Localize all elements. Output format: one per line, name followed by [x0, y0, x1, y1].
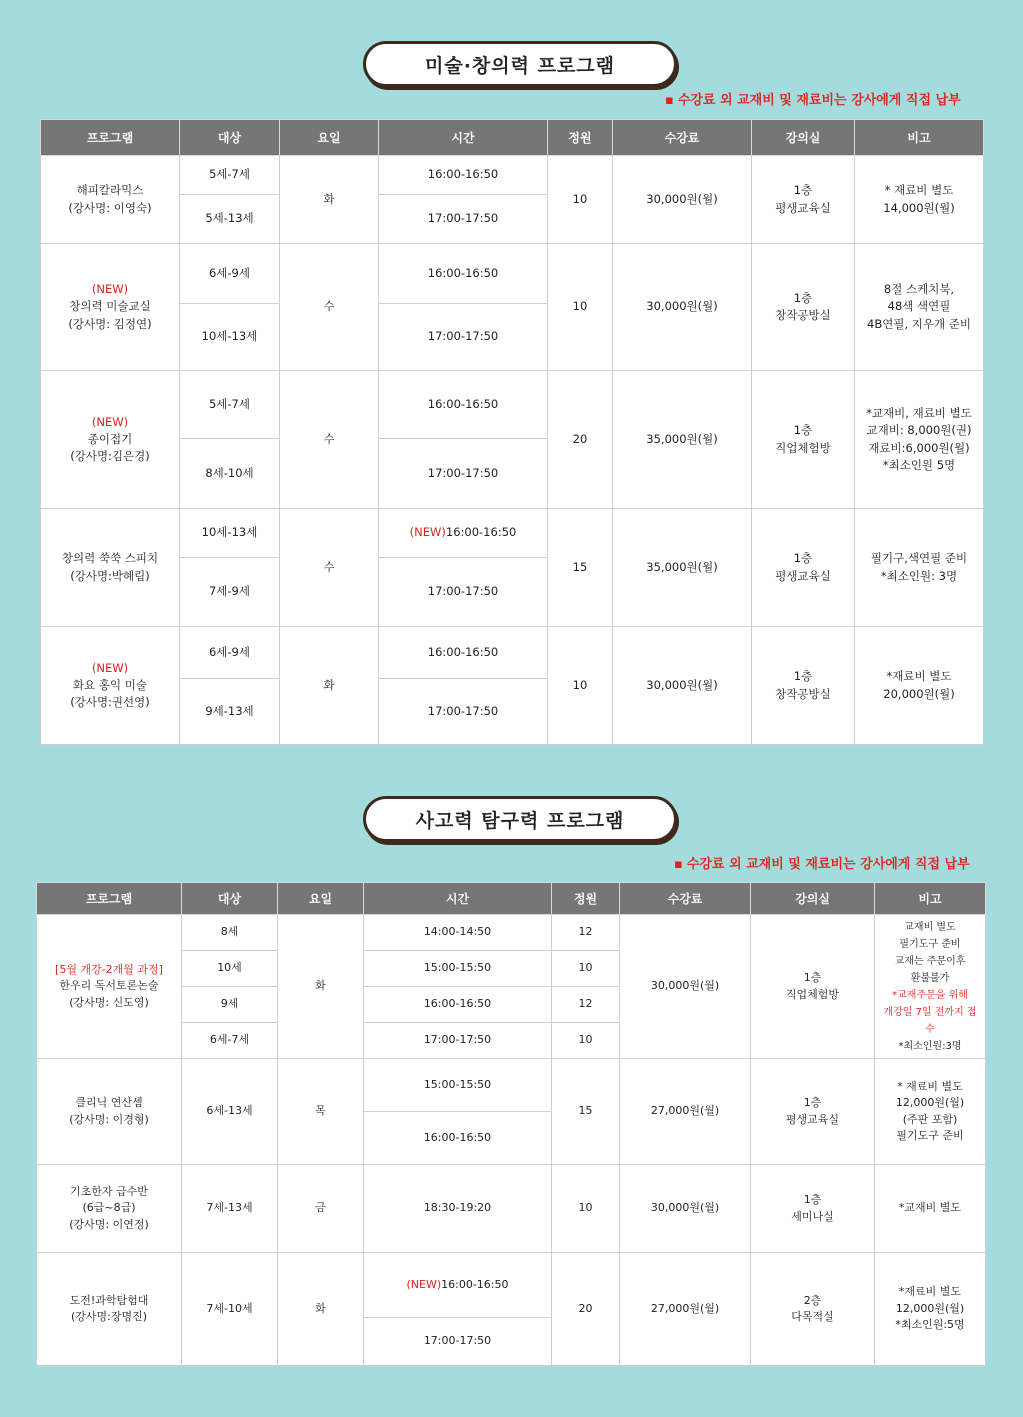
fee-cell: 35,000원(월)	[613, 371, 752, 509]
table-row	[41, 156, 984, 195]
time-cell: 15:00-15:50	[364, 1059, 552, 1112]
day-cell: 수	[280, 244, 379, 371]
header-notes: 비고	[875, 883, 986, 915]
target-cell: 6세-13세	[182, 1059, 278, 1165]
target-cell: 6세-9세	[180, 244, 280, 304]
time-cell: 15:00-15:50	[364, 951, 552, 987]
header-capacity: 정원	[548, 120, 613, 156]
program-cell: 창의력 쑥쑥 스피치 (강사명:박혜림)	[41, 509, 180, 627]
table-row	[41, 244, 984, 304]
fee-cell: 30,000원(월)	[613, 627, 752, 745]
section1-title: 미술·창의력 프로그램	[363, 41, 677, 87]
capacity-cell: 10	[552, 951, 620, 987]
header-room: 강의실	[752, 120, 855, 156]
target-cell: 7세-10세	[182, 1253, 278, 1366]
time-cell: 16:00-16:50	[364, 987, 552, 1023]
header-notes: 비고	[855, 120, 984, 156]
fee-cell: 30,000원(월)	[613, 156, 752, 244]
table-row	[41, 627, 984, 679]
target-cell: 10세	[182, 951, 278, 987]
program-cell: (NEW) 화요 홍익 미술 (강사명:권선영)	[41, 627, 180, 745]
section2-note: ▪ 수강료 외 교재비 및 재료비는 강사에게 직접 납부	[674, 857, 970, 872]
table-header-row	[37, 883, 986, 915]
time-cell: 16:00-16:50	[364, 1112, 552, 1165]
table-row	[37, 915, 986, 951]
notes-cell: 필기구,색연필 준비 *최소인원: 3명	[855, 509, 984, 627]
time-cell: 17:00-17:50	[364, 1318, 552, 1366]
target-cell: 6세-9세	[180, 627, 280, 679]
table-row	[41, 371, 984, 439]
capacity-cell: 15	[548, 509, 613, 627]
program-cell: [5월 개강-2개월 과정] 한우리 독서토론논술 (강사명: 신도영)	[37, 915, 182, 1059]
capacity-cell: 12	[552, 915, 620, 951]
time-cell: 17:00-17:50	[379, 439, 548, 509]
table-row	[37, 1253, 986, 1318]
target-cell: 7세-13세	[182, 1165, 278, 1253]
time-cell: (NEW)16:00-16:50	[379, 509, 548, 558]
program-cell: 해피칼라믹스 (강사명: 이영숙)	[41, 156, 180, 244]
capacity-cell: 20	[552, 1253, 620, 1366]
target-cell: 8세	[182, 915, 278, 951]
target-cell: 5세-7세	[180, 371, 280, 439]
fee-cell: 30,000원(월)	[620, 915, 751, 1059]
header-target: 대상	[182, 883, 278, 915]
header-time: 시간	[379, 120, 548, 156]
room-cell: 1층 창작공방실	[752, 627, 855, 745]
target-cell: 9세	[182, 987, 278, 1023]
day-cell: 화	[280, 156, 379, 244]
capacity-cell: 15	[552, 1059, 620, 1165]
room-cell: 1층 직업체험방	[752, 371, 855, 509]
capacity-cell: 10	[548, 627, 613, 745]
capacity-cell: 12	[552, 987, 620, 1023]
fee-cell: 30,000원(월)	[613, 244, 752, 371]
fee-cell: 27,000원(월)	[620, 1253, 751, 1366]
header-target: 대상	[180, 120, 280, 156]
header-day: 요일	[278, 883, 364, 915]
room-cell: 1층 세미나실	[751, 1165, 875, 1253]
time-cell: 17:00-17:50	[364, 1023, 552, 1059]
capacity-cell: 10	[548, 156, 613, 244]
header-time: 시간	[364, 883, 552, 915]
time-cell: 16:00-16:50	[379, 156, 548, 195]
notes-cell: * 재료비 별도 14,000원(월)	[855, 156, 984, 244]
time-cell: 14:00-14:50	[364, 915, 552, 951]
program-cell: 클리닉 연산셈 (강사명: 이경형)	[37, 1059, 182, 1165]
room-cell: 1층 직업체험방	[751, 915, 875, 1059]
target-cell: 7세-9세	[180, 558, 280, 627]
header-program: 프로그램	[41, 120, 180, 156]
day-cell: 수	[280, 509, 379, 627]
notes-cell: 교재비 별도 필기도구 준비 교재는 주문이후 환불불가 *교재주문을 위해 개강일 7일 전까지 접수 *최소인원:3명	[875, 915, 986, 1059]
program-cell: 도전!과학탐험대 (강사명:장명진)	[37, 1253, 182, 1366]
target-cell: 10세-13세	[180, 304, 280, 371]
table-header-row	[41, 120, 984, 156]
time-cell: 18:30-19:20	[364, 1165, 552, 1253]
target-cell: 10세-13세	[180, 509, 280, 558]
target-cell: 9세-13세	[180, 679, 280, 745]
time-cell: 16:00-16:50	[379, 627, 548, 679]
thinking-program-table	[36, 882, 986, 1366]
room-cell: 1층 평생교육실	[752, 156, 855, 244]
notes-cell: 8절 스케치북, 48색 색연필 4B연필, 지우개 준비	[855, 244, 984, 371]
time-cell: 16:00-16:50	[379, 244, 548, 304]
day-cell: 수	[280, 371, 379, 509]
time-cell: 17:00-17:50	[379, 679, 548, 745]
notes-cell: *재료비 별도 20,000원(월)	[855, 627, 984, 745]
fee-cell: 27,000원(월)	[620, 1059, 751, 1165]
notes-cell: *교재비, 재료비 별도 교재비: 8,000원(권) 재료비:6,000원(월) *최소인원 5명	[855, 371, 984, 509]
time-cell: 17:00-17:50	[379, 558, 548, 627]
day-cell: 금	[278, 1165, 364, 1253]
fee-cell: 30,000원(월)	[620, 1165, 751, 1253]
program-cell: (NEW) 창의력 미술교실 (강사명: 김정연)	[41, 244, 180, 371]
day-cell: 화	[278, 915, 364, 1059]
section1-note: ▪ 수강료 외 교재비 및 재료비는 강사에게 직접 납부	[665, 93, 961, 108]
time-cell: 16:00-16:50	[379, 371, 548, 439]
time-cell: 17:00-17:50	[379, 195, 548, 244]
time-cell: 17:00-17:50	[379, 304, 548, 371]
header-capacity: 정원	[552, 883, 620, 915]
capacity-cell: 10	[552, 1023, 620, 1059]
target-cell: 5세-13세	[180, 195, 280, 244]
time-cell: (NEW)16:00-16:50	[364, 1253, 552, 1318]
day-cell: 화	[280, 627, 379, 745]
target-cell: 5세-7세	[180, 156, 280, 195]
section2-title: 사고력 탐구력 프로그램	[363, 796, 677, 842]
table-row	[37, 1165, 986, 1253]
header-program: 프로그램	[37, 883, 182, 915]
room-cell: 1층 평생교육실	[751, 1059, 875, 1165]
day-cell: 화	[278, 1253, 364, 1366]
header-fee: 수강료	[620, 883, 751, 915]
notes-cell: * 재료비 별도 12,000원(월) (주판 포함) 필기도구 준비	[875, 1059, 986, 1165]
table-row	[41, 509, 984, 558]
art-program-table	[40, 119, 984, 745]
header-fee: 수강료	[613, 120, 752, 156]
day-cell: 목	[278, 1059, 364, 1165]
fee-cell: 35,000원(월)	[613, 509, 752, 627]
header-room: 강의실	[751, 883, 875, 915]
capacity-cell: 10	[548, 244, 613, 371]
room-cell: 1층 창작공방실	[752, 244, 855, 371]
table-row	[37, 1059, 986, 1112]
target-cell: 6세-7세	[182, 1023, 278, 1059]
room-cell: 1층 평생교육실	[752, 509, 855, 627]
room-cell: 2층 다목적실	[751, 1253, 875, 1366]
notes-cell: *교재비 별도	[875, 1165, 986, 1253]
notes-cell: *재료비 별도 12,000원(월) *최소인원:5명	[875, 1253, 986, 1366]
header-day: 요일	[280, 120, 379, 156]
capacity-cell: 20	[548, 371, 613, 509]
target-cell: 8세-10세	[180, 439, 280, 509]
program-cell: 기초한자 급수반 (6급~8급) (강사명: 이연정)	[37, 1165, 182, 1253]
capacity-cell: 10	[552, 1165, 620, 1253]
program-cell: (NEW) 종이접기 (강사명:김은경)	[41, 371, 180, 509]
